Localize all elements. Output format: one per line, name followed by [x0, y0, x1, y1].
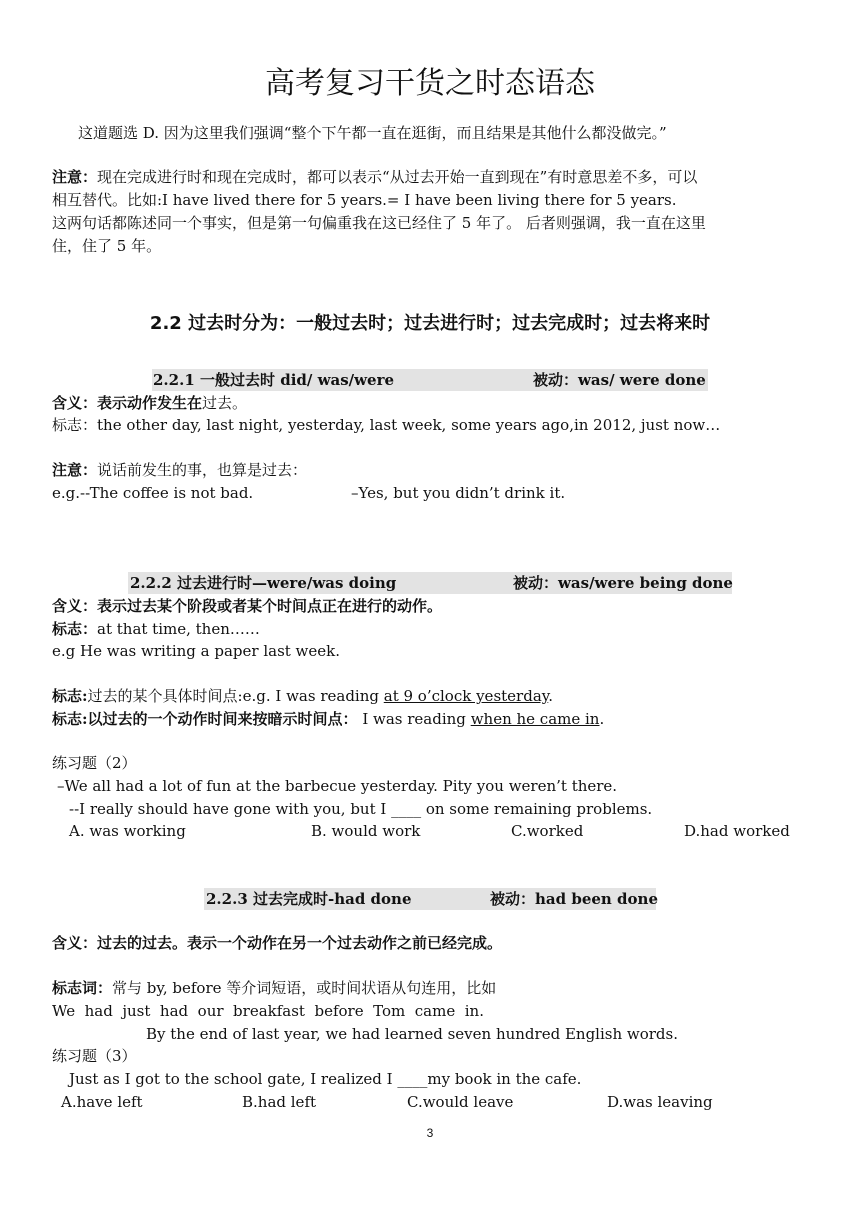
s221-example-b: –Yes, but you didn’t drink it.	[351, 484, 566, 502]
s221-heading: 2.2.1 一般过去时 did/ was/were	[153, 371, 395, 389]
s222-marker3-text: I was reading	[357, 710, 471, 728]
note1-line1	[52, 167, 697, 187]
s222-passive: 被动：was/were being done	[513, 574, 733, 592]
s222-marker2-underline: at 9 o’clock yesterday	[383, 687, 549, 705]
s223-meaning: 含义：过去的过去。表示一个动作在另一个过去动作之前已经完成。	[52, 934, 503, 952]
s221-note-text: 说话前发生的事，也算是过去：	[97, 461, 308, 479]
exercise3-q1: Just as I got to the school gate, I realized I ____my book in the cafe.	[69, 1070, 582, 1088]
s221-meaning-text: 过去。	[202, 394, 248, 412]
s222-markers	[52, 619, 260, 639]
s222-marker2-label: 标志:	[52, 687, 88, 705]
exercise3-option-c: C.would leave	[407, 1093, 514, 1111]
s222-marker3-label: 标志:以过去的一个动作时间来按暗示时间点：	[52, 710, 358, 728]
s222-marker2-text: 过去的某个具体时间点:e.g. I was reading	[87, 687, 384, 705]
exercise2-title: 练习题（2）	[52, 754, 137, 772]
s221-note	[52, 460, 307, 480]
s221-example-a: e.g.--The coffee is not bad.	[52, 484, 254, 502]
s223-heading: 2.2.3 过去完成时-had done	[206, 890, 412, 908]
s223-markers	[52, 978, 496, 998]
s223-passive: 被动：had been done	[490, 890, 658, 908]
exercise2-option-c: C.worked	[511, 822, 584, 840]
exercise2-option-a: A. was working	[69, 822, 186, 840]
exercise3-option-d: D.was leaving	[607, 1093, 713, 1111]
s222-marker3-underline: when he came in	[470, 710, 600, 728]
section-2-2-heading: 2.2 过去时分为：一般过去时；过去进行时；过去完成时；过去将来时	[149, 313, 711, 334]
s222-markers-label: 标志：	[52, 620, 98, 638]
exercise3-option-b: B.had left	[242, 1093, 317, 1111]
s222-marker3-end: .	[599, 710, 605, 728]
s223-markers-label: 标志词：	[52, 979, 113, 997]
s221-meaning-label: 含义：表示动作发生在	[52, 394, 203, 412]
exercise3-option-a: A.have left	[61, 1093, 143, 1111]
s222-marker2-end: .	[548, 687, 554, 705]
s223-markers-text: 常与 by, before 等介词短语，或时间状语从句连用，比如	[112, 979, 497, 997]
s221-meaning	[52, 393, 247, 413]
exercise3-title: 练习题（3）	[52, 1047, 137, 1065]
exercise2-q1: –We all had a lot of fun at the barbecue yesterday. Pity you weren’t there.	[57, 777, 618, 795]
note1-line3: 这两句话都陈述同一个事实，但是第一句偏重我在这已经住了 5 年了。 后者则强调，我一直在这里	[52, 214, 706, 232]
intro-paragraph: 这道题选 D. 因为这里我们强调“整个下午都一直在逛街，而且结果是其他什么都没做完。”	[78, 124, 667, 142]
exercise2-option-d: D.had worked	[684, 822, 790, 840]
note1-line4: 住，住了 5 年。	[52, 237, 162, 255]
exercise2-option-b: B. would work	[311, 822, 421, 840]
note1-line2: 相互替代。比如:I have lived there for 5 years.= I have been living there for 5 years.	[52, 191, 677, 209]
s222-example: e.g He was writing a paper last week.	[52, 642, 341, 660]
s222-meaning: 含义：表示过去某个阶段或者某个时间点正在进行的动作。	[52, 597, 443, 615]
page-number: 3	[426, 1126, 434, 1140]
s221-markers: 标志：the other day, last night, yesterday, last week, some years ago,in 2012, just now…	[52, 416, 721, 434]
s223-example2: By the end of last year, we had learned seven hundred English words.	[146, 1025, 678, 1043]
s222-marker2	[52, 686, 553, 706]
s222-marker3	[52, 709, 604, 729]
s222-heading: 2.2.2 过去进行时—were/was doing	[130, 574, 397, 592]
note1-label: 注意：	[52, 168, 98, 186]
page-title: 高考复习干货之时态语态	[265, 66, 595, 101]
exercise2-q2: --I really should have gone with you, but I ____ on some remaining problems.	[69, 800, 653, 818]
s222-markers-text: at that time, then……	[97, 620, 260, 638]
s221-passive: 被动：was/ were done	[533, 371, 706, 389]
s223-example1: We had just had our breakfast before Tom came in.	[52, 1002, 484, 1020]
s221-note-label: 注意：	[52, 461, 98, 479]
note1-text1: 现在完成进行时和现在完成时，都可以表示“从过去开始一直到现在”有时意思差不多，可以	[97, 168, 698, 186]
